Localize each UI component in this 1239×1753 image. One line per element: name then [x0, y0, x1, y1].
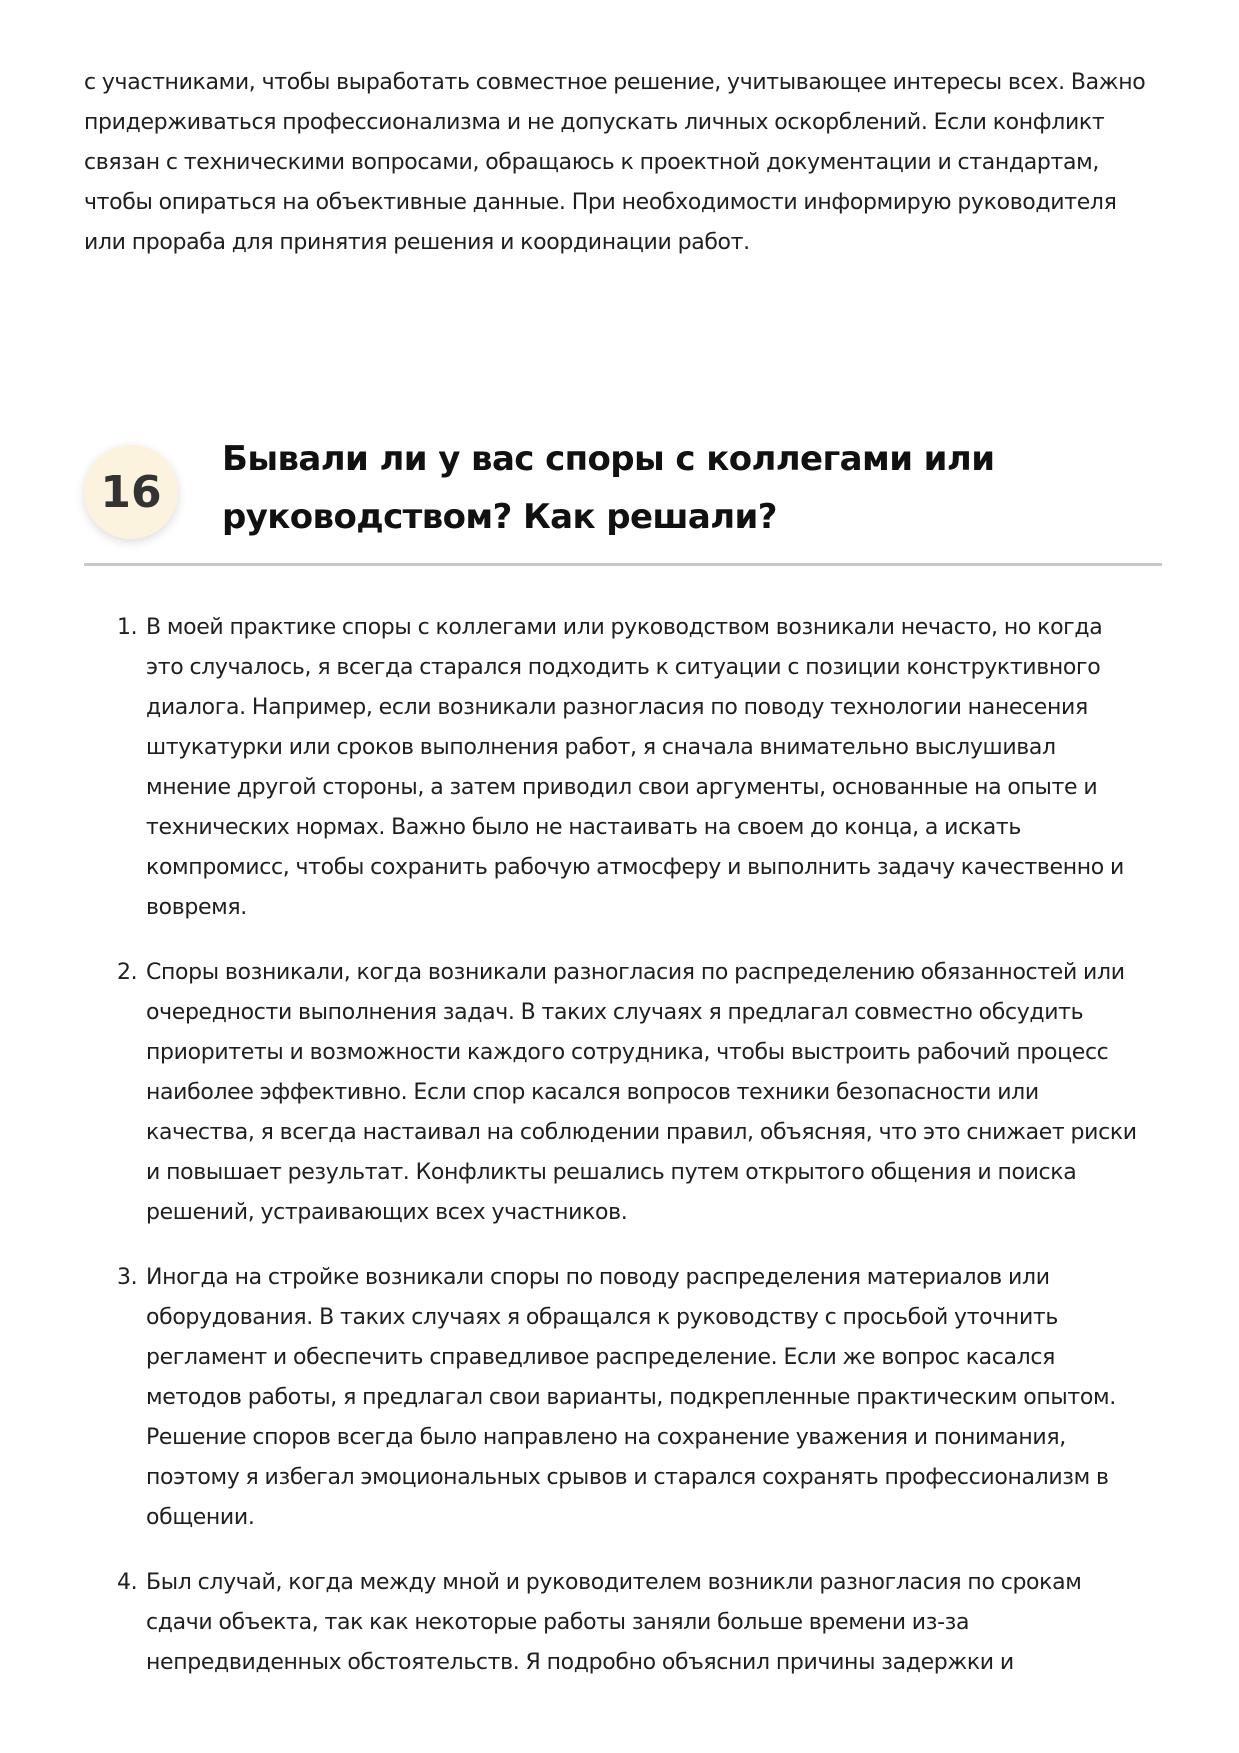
answer-line: очередности выполнения задач. В таких случаях я предлагал совместно обсудить — [146, 1000, 1084, 1025]
answer-item — [84, 608, 1162, 928]
answers-list — [84, 608, 1162, 1708]
question-header — [84, 430, 1162, 566]
answer-line: Споры возникали, когда возникали разногласия по распределению обязанностей или — [146, 960, 1125, 985]
answer-line: решений, устраивающих всех участников. — [146, 1200, 628, 1225]
answer-line: непредвиденных обстоятельств. Я подробно объяснил причины задержки и — [146, 1650, 1014, 1675]
question-title — [222, 430, 1122, 546]
intro-line: или прораба для принятия решения и координации работ. — [84, 230, 750, 255]
intro-paragraph — [84, 0, 1162, 263]
answer-number: 2. — [117, 960, 138, 985]
answer-line: регламент и обеспечить справедливое распределение. Если же вопрос касался — [146, 1345, 1055, 1370]
answer-line: методов работы, я предлагал свои варианты, подкрепленные практическим опытом. — [146, 1385, 1116, 1410]
answer-number: 3. — [117, 1265, 138, 1290]
document-page — [84, 0, 1162, 1675]
answer-line: качества, я всегда настаивал на соблюдении правил, объясняя, что это снижает риски — [146, 1120, 1137, 1145]
question-number-badge: 16 — [84, 445, 178, 539]
answer-line: и повышает результат. Конфликты решались путем открытого общения и поиска — [146, 1160, 1077, 1185]
answer-line: приоритеты и возможности каждого сотрудника, чтобы выстроить рабочий процесс — [146, 1040, 1109, 1065]
answer-item — [84, 1563, 1162, 1683]
answer-line: сдачи объекта, так как некоторые работы заняли больше времени из-за — [146, 1610, 970, 1635]
answer-line: наиболее эффективно. Если спор касался вопросов техники безопасности или — [146, 1080, 1039, 1105]
answer-line: штукатурки или сроков выполнения работ, я сначала внимательно выслушивал — [146, 735, 1056, 760]
intro-line: чтобы опираться на объективные данные. При необходимости информирую руководителя — [84, 190, 1117, 215]
answer-line: компромисс, чтобы сохранить рабочую атмосферу и выполнить задачу качественно и — [146, 855, 1124, 880]
answer-line: поэтому я избегал эмоциональных срывов и старался сохранять профессионализм в — [146, 1465, 1109, 1490]
answer-line: технических нормах. Важно было не настаивать на своем до конца, а искать — [146, 815, 1022, 840]
question-title-line: руководством? Как решали? — [222, 497, 777, 537]
question-title-line: Бывали ли у вас споры с коллегами или — [222, 439, 995, 479]
answer-line: диалога. Например, если возникали разногласия по поводу технологии нанесения — [146, 695, 1088, 720]
intro-line: связан с техническими вопросами, обращаюсь к проектной документации и стандартам, — [84, 150, 1100, 175]
answer-item — [84, 1258, 1162, 1538]
answer-line: Иногда на стройке возникали споры по поводу распределения материалов или — [146, 1265, 1050, 1290]
answer-item — [84, 953, 1162, 1233]
answer-line: это случалось, я всегда старался подходить к ситуации с позиции конструктивного — [146, 655, 1101, 680]
answer-line: вовремя. — [146, 895, 247, 920]
answer-line: Был случай, когда между мной и руководителем возникли разногласия по срокам — [146, 1570, 1082, 1595]
intro-line: придерживаться профессионализма и не допускать личных оскорблений. Если конфликт — [84, 110, 1105, 135]
answer-line: мнение другой стороны, а затем приводил свои аргументы, основанные на опыте и — [146, 775, 1098, 800]
answer-line: общении. — [146, 1505, 255, 1530]
answer-number: 1. — [117, 615, 138, 640]
answer-line: оборудования. В таких случаях я обращался к руководству с просьбой уточнить — [146, 1305, 1058, 1330]
answer-number: 4. — [117, 1570, 138, 1595]
answer-line: В моей практике споры с коллегами или руководством возникали нечасто, но когда — [146, 615, 1103, 640]
intro-line: с участниками, чтобы выработать совместное решение, учитывающее интересы всех. Важно — [84, 70, 1146, 95]
answer-line: Решение споров всегда было направлено на сохранение уважения и понимания, — [146, 1425, 1066, 1450]
